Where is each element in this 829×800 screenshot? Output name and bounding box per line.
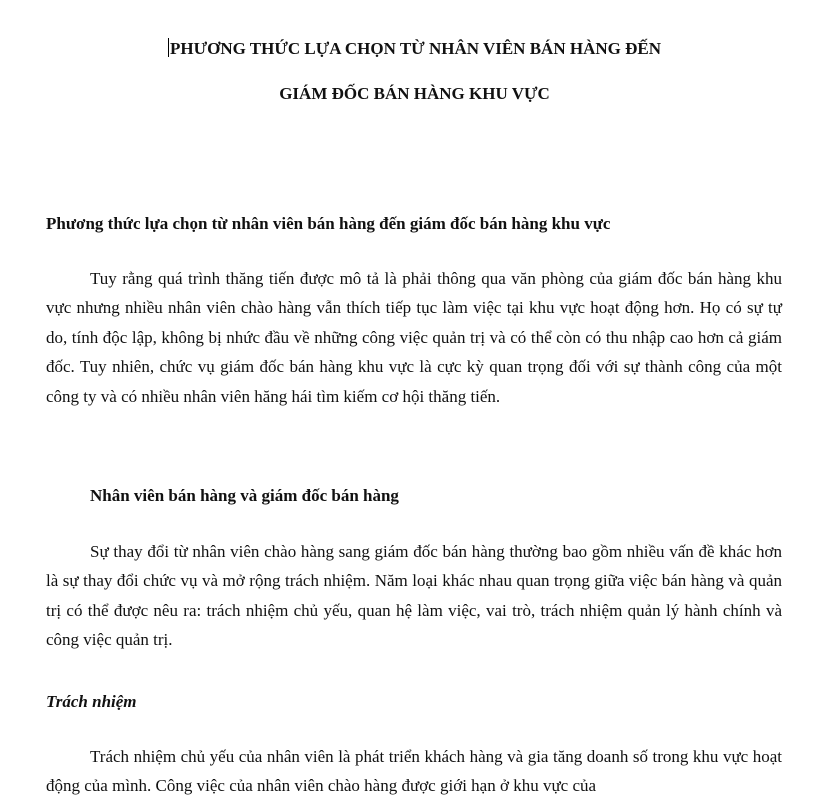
paragraph-3: Trách nhiệm chủ yếu của nhân viên là phát triển khách hàng và gia tăng doanh số trong khu vực hoạt động của mình. Công việc của nhân viên chào hàng được giới hạn ở khu vực của xyxy=(46,747,782,796)
paragraph-1: Tuy rằng quá trình thăng tiến được mô tả là phải thông qua văn phòng của giám đốc bán hàng khu vực nhưng nhiều nhân viên chào hàng vẫn thích tiếp tục làm việc tại khu vực hoạt động hơn. Họ có sự tự do, tính độc lập, không bị nhức đầu về những công việc quản trị và có thể còn có thu nhập cao hơn cả giám đốc. Tuy nhiên, chức vụ giám đốc bán hàng khu vực là cực kỳ quan trọng đối với sự thành công của một công ty và có nhiều nhân viên hăng hái tìm kiếm cơ hội thăng tiến. xyxy=(46,269,782,406)
section-heading: Phương thức lựa chọn từ nhân viên bán hàng đến giám đốc bán hàng khu vực xyxy=(46,214,611,233)
document-title-line-1 xyxy=(0,38,829,59)
document-title-line-2: GIÁM ĐỐC BÁN HÀNG KHU VỰC xyxy=(279,84,550,103)
title-text-1: PHƯƠNG THỨC LỰA CHỌN TỪ NHÂN VIÊN BÁN HÀNG ĐẾN xyxy=(170,39,661,58)
paragraph-2: Sự thay đổi từ nhân viên chào hàng sang giám đốc bán hàng thường bao gồm nhiều vấn đề khác hơn là sự thay đổi chức vụ và mở rộng trách nhiệm. Năm loại khác nhau quan trọng giữa việc bán hàng và quản trị có thể được nêu ra: trách nhiệm chủ yếu, quan hệ làm việc, vai trò, trách nhiệm quản lý hành chính và công việc quản trị. xyxy=(46,542,782,650)
italic-heading: Trách nhiệm xyxy=(46,692,137,711)
subheading: Nhân viên bán hàng và giám đốc bán hàng xyxy=(90,486,399,505)
text-cursor xyxy=(168,38,169,57)
